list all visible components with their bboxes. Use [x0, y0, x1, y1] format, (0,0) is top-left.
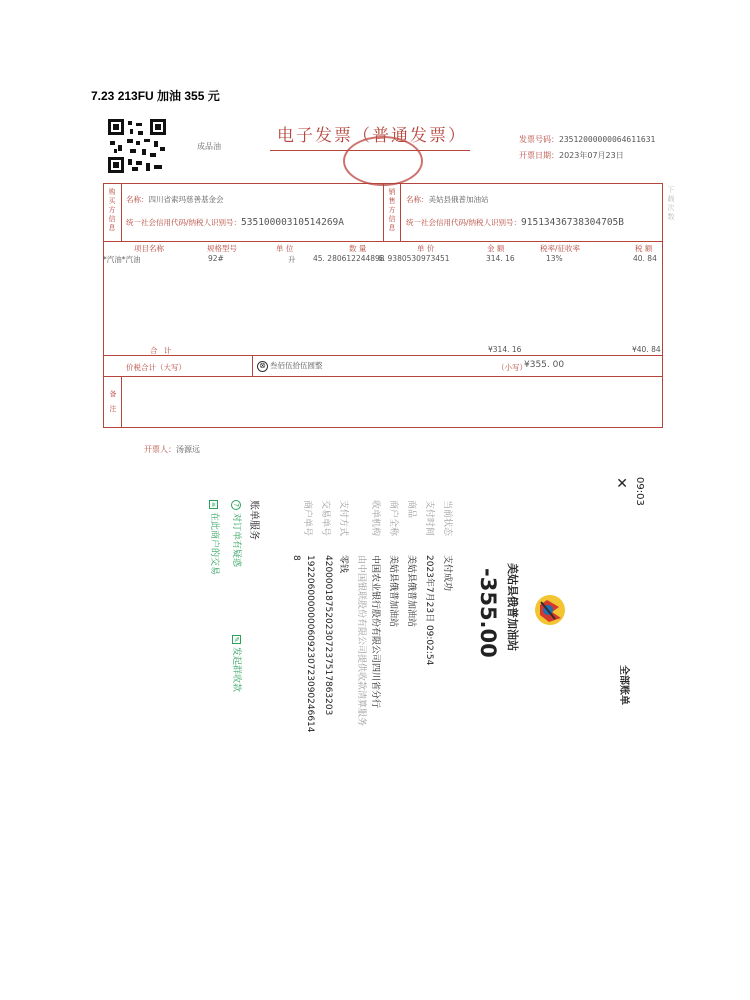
seller-name-row — [406, 194, 489, 205]
grand-total-label: 价税合计（大写） — [126, 363, 186, 372]
detail-label: 支付方式 — [338, 500, 348, 537]
merchant-logo — [533, 593, 567, 627]
detail-label: 商户全称 — [388, 500, 398, 537]
detail-value: 美姑县俄普加油站 — [388, 555, 398, 628]
seller-tax-id: 91513436738304705B — [521, 217, 624, 228]
payment-screenshot — [95, 465, 655, 745]
detail-value: 1922060000000609230723090246614 — [305, 555, 315, 733]
seller-name: 美姑县俄普加油站 — [428, 195, 489, 204]
divider — [252, 355, 253, 376]
cross-circle-icon: ⊗ — [257, 361, 268, 372]
invoice-number: 23512000000064611631 — [559, 135, 656, 144]
detail-label: 商户单号 — [302, 500, 312, 537]
buyer-tax-row — [126, 217, 344, 228]
item-amount: 314. 16 — [486, 254, 515, 263]
bill-service-title: 账单服务 — [248, 500, 259, 540]
invoice-date: 2023年07月23日 — [559, 151, 624, 160]
buyer-name: 四川省索玛慈善基金会 — [148, 195, 224, 204]
item-tax: 40. 84 — [633, 254, 657, 263]
invoice-number-row — [519, 134, 655, 145]
issuer-name: 汤源远 — [176, 445, 200, 454]
issuer-label: 开票人： — [144, 445, 176, 454]
col-header: 规格型号 — [207, 244, 237, 253]
question-link[interactable] — [231, 500, 244, 567]
divider — [121, 184, 122, 241]
buyer-name-row — [126, 194, 224, 205]
question-label[interactable]: 对订单有疑惑 — [231, 513, 241, 568]
buyer-side-label: 购买方信息 — [108, 188, 116, 233]
payment-amount: -355.00 — [476, 568, 500, 658]
invoice-date-label: 开票日期： — [519, 151, 559, 160]
col-header: 项目名称 — [134, 244, 164, 253]
detail-label: 交易单号 — [320, 500, 330, 537]
divider — [104, 355, 662, 356]
item-spec: 92# — [208, 254, 224, 263]
col-header: 税 额 — [635, 244, 653, 253]
divider — [104, 241, 662, 242]
divider — [400, 184, 401, 241]
group-collect-label[interactable]: 发起群收款 — [231, 647, 241, 693]
seller-tax-label: 统一社会信用代码/纳税人识别号： — [406, 218, 522, 227]
divider — [104, 376, 662, 377]
grand-total-small: ¥355. 00 — [524, 360, 565, 370]
detail-label: 支付时间 — [424, 500, 434, 537]
seller-side-label: 销售方信息 — [388, 188, 396, 233]
side-text: 下载次数 — [667, 186, 675, 222]
invoice-title: 电子发票（普通发票） — [277, 126, 467, 146]
all-bills-link[interactable]: 全部账单 — [618, 665, 629, 705]
item-price: 6. 9380530973451 — [378, 254, 450, 263]
detail-value: 美姑县俄普加油站 — [406, 555, 416, 628]
detail-label: 收单机构 — [370, 500, 380, 537]
detail-value: 由中国银联股份有限公司提供收款清算服务 — [356, 555, 366, 727]
close-button[interactable] — [613, 477, 629, 489]
buyer-name-label: 名称： — [126, 195, 149, 204]
buyer-tax-id: 53510000310514269A — [241, 217, 344, 228]
col-header: 单 价 — [417, 244, 435, 253]
detail-label: 商品 — [406, 500, 416, 519]
payment-screen — [95, 465, 655, 745]
edit-icon[interactable]: ✎ — [232, 636, 240, 643]
official-seal — [343, 136, 423, 186]
col-header: 数 量 — [349, 244, 367, 253]
merchant-transactions-label[interactable]: 在此商户的交易 — [209, 512, 219, 576]
detail-value: 支付成功 — [442, 555, 452, 592]
total-amount: ¥314. 16 — [488, 345, 522, 354]
invoice-date-row — [519, 150, 624, 161]
detail-value: 中国农业银行股份有限公司四川省分行 — [370, 555, 380, 709]
small-label: （小写） — [497, 363, 527, 372]
invoice-table — [103, 183, 663, 428]
remark-label: 备注 — [109, 390, 117, 420]
detail-value: 8 — [291, 555, 301, 561]
item-rate: 13% — [546, 254, 563, 263]
divider — [383, 184, 384, 241]
invoice-type: 成品油 — [197, 142, 221, 151]
seller-tax-row — [406, 217, 624, 228]
total-label: 合 计 — [150, 346, 174, 355]
issuer-row — [144, 444, 200, 455]
group-collect-link[interactable] — [231, 635, 244, 692]
page-note: 7.23 213FU 加油 355 元 — [91, 89, 220, 103]
list-icon[interactable]: ≡ — [210, 501, 217, 508]
item-name: *汽油*汽油 — [103, 255, 141, 264]
col-header: 税率/征收率 — [540, 244, 581, 253]
qr-code — [108, 119, 166, 173]
col-header: 金 额 — [487, 244, 505, 253]
buyer-tax-label: 统一社会信用代码/纳税人识别号： — [126, 218, 242, 227]
question-icon[interactable]: ? — [231, 500, 241, 510]
merchant-transactions-link[interactable] — [209, 500, 222, 575]
detail-label: 当前状态 — [442, 500, 452, 537]
close-icon[interactable]: ✕ — [613, 477, 629, 489]
status-time: 09:03 — [634, 477, 645, 506]
invoice-number-label: 发票号码： — [519, 135, 559, 144]
seller-name-label: 名称： — [406, 195, 429, 204]
divider — [121, 376, 122, 427]
item-unit: 升 — [288, 255, 296, 264]
merchant-name: 美姑县俄普加油站 — [506, 563, 519, 651]
grand-total-words: 叁佰伍拾伍圆整 — [270, 361, 323, 370]
detail-value: 零钱 — [338, 555, 348, 574]
detail-value: 2023年7月23日 09:02:54 — [424, 555, 434, 666]
item-qty: 45. 280612244898 — [313, 254, 385, 263]
grand-total-words-row — [257, 360, 323, 372]
detail-value: 4200001875202307237517863203 — [323, 555, 333, 716]
col-header: 单 位 — [276, 244, 294, 253]
total-tax: ¥40. 84 — [632, 345, 661, 354]
